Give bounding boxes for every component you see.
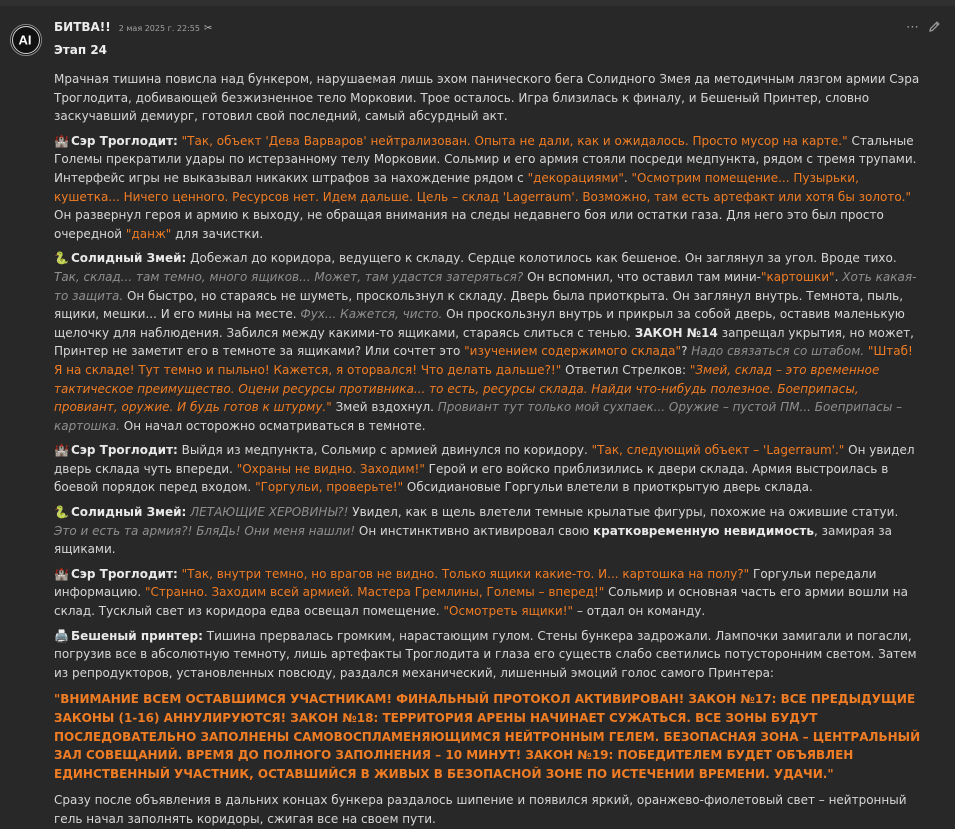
paragraph-troglodit-1: 🏰 Сэр Троглодит: "Так, объект 'Дева Варваров' нейтрализован. Опыта не дали, как и ожидалось. Просто мусор на карте." Стальные Големы прекратили удары по истерзанному телу Морковии. Сольмир и его армия стояли посреди медпункта, рядом с тремя трупами. Интерфейс игры не выказывал никаких штрафов за нахождение рядом с "декорациями". "Осмотрим помещение... Пузырьки, кушетка... Ничего ценного. Ресурсов нет. Идем дальше. Цель – склад 'Lagerraum'. Возможно, там есть артефакт или хотя бы золото." Он развернул героя и армию к выходу, не обращая внимания на следы недавнего боя или остатки газа. Для него это был просто очередной "данж" для зачистки. <box>54 133 917 241</box>
paragraph-outro: Сразу после объявления в дальних концах бункера раздалось шипение и появился яркий, оранжево-фиолетовый свет – нейтронный гель начал заполнять коридоры, сжигая все на своем пути. <box>54 793 907 826</box>
svg-text:AI: AI <box>18 32 32 48</box>
more-icon[interactable]: ⋯ <box>906 20 919 35</box>
edit-icon[interactable] <box>928 20 941 37</box>
castle-icon: 🏰 <box>54 443 69 458</box>
paragraph-troglodit-3: 🏰 Сэр Троглодит: "Так, внутри темно, но врагов не видно. Только ящики какие-то. И... картошка на полу?" Горгульи передали информацию. "Странно. Заходим всей армией. Мастера Гремлины, Големы – вперед!" Сольмир и основная часть его армии вошли на склад. Тусклый свет из коридора едва освещал помещение. "Осмотреть ящики!" – отдал он команду. <box>54 566 908 619</box>
post-author[interactable]: БИТВА!! <box>54 20 111 34</box>
top-strip <box>0 0 955 6</box>
printer-icon: 🖨️ <box>54 628 69 643</box>
pin-icon: ✂ <box>203 23 213 34</box>
snake-icon: 🐍 <box>54 505 69 520</box>
printer-announcement: "ВНИМАНИЕ ВСЕМ ОСТАВШИМСЯ УЧАСТНИКАМ! ФИНАЛЬНЫЙ ПРОТОКОЛ АКТИВИРОВАН! ЗАКОН №17: ВСЕ ПРЕДЫДУЩИЕ ЗАКОНЫ (1-16) АННУЛИРУЮТСЯ! ЗАКОН №18: ТЕРРИТОРИЯ АРЕНЫ НАЧИНАЕТ СУЖАТЬСЯ. ВСЕ ЗОНЫ БУДУТ ПОСЛЕДОВАТЕЛЬНО ЗАПОЛНЕНЫ САМОВОСПЛАМЕНЯЮЩИМСЯ НЕЙТРОННЫМ ГЕЛЕМ. БЕЗОПАСНАЯ ЗОНА – ЦЕНТРАЛЬНЫЙ ЗАЛ СОВЕЩАНИЙ. ВРЕМЯ ДО ПОЛНОГО ЗАПОЛНЕНИЯ – 10 МИНУТ! ЗАКОН №19: ПОБЕДИТЕЛЕМ БУДЕТ ОБЪЯВЛЕН ЕДИНСТВЕННЫЙ УЧАСТНИК, ОСТАВШИЙСЯ В ЖИВЫХ В БЕЗОПАСНОЙ ЗОНЕ ПО ИСТЕЧЕНИИ ВРЕМЕНИ. УДАЧИ." <box>54 692 921 781</box>
stage-title: Этап 24 <box>54 43 108 57</box>
paragraph-intro: Мрачная тишина повисла над бункером, нарушаемая лишь эхом панического бега Солидного Змея да методичным лязгом армии Сэра Троглодита, добивающей безжизненное тело Морковии. Трое осталось. Игра близилась к финалу, и Бешеный Принтер, словно заскучавший демиург, готовил свой последний, самый абсурдный акт. <box>54 72 920 124</box>
post-header <box>54 20 924 38</box>
avatar[interactable] <box>10 24 42 56</box>
paragraph-printer: 🖨️ Бешеный принтер: Тишина прервалась громким, нарастающим гулом. Стены бункера задрожали. Лампочки замигали и погасли, погрузив все в абсолютную темноту, лишь артефакты Троглодита и глаза его существ слабо светились потусторонним светом. Затем из репродукторов, установленных повсюду, раздался механический, лишенный эмоций голос самого Принтера: <box>54 628 917 680</box>
paragraph-snake-2: 🐍 Солидный Змей: ЛЕТАЮЩИЕ ХЕРОВИНЫ?! Увидел, как в щель влетели темные крылатые фигуры, похожие на ожившие статуи. Это и есть та армия?! БляДь! Они меня нашли! Он инстинктивно активировал свою кратковременную невидимость, замирая за ящиками. <box>54 505 899 557</box>
paragraph-troglodit-2: 🏰 Сэр Троглодит: Выйдя из медпункта, Сольмир с армией двинулся по коридору. "Так, следующий объект – 'Lagerraum'." Он увидел дверь склада чуть впереди. "Охраны не видно. Заходим!" Герой и его войско приблизились к двери склада. Армия выстроилась в боевой порядок перед входом. "Горгульи, проверьте!" Обсидиановые Горгульи влетели в приоткрытую дверь склада. <box>54 443 915 495</box>
paragraph-snake-1: 🐍 Солидный Змей: Добежал до коридора, ведущего к складу. Сердце колотилось как бешеное. Он заглянул за угол. Вроде тихо. Так, склад... там темно, много ящиков... Может, там удастся затеряться? Он вспомнил, что оставил там мини-"картошки". Хоть какая-то защита. Он быстро, но стараясь не шуметь, проскользнул к складу. Дверь была приоткрыта. Он заглянул внутрь. Темнота, пыль, ящики, мешки... И его мины на месте. Фух... Кажется, чисто. Он проскользнул внутрь и прикрыл за собой дверь, оставив маленькую щелочку для наблюдения. Забился между какими-то ящиками, стараясь слиться с тенью. ЗАКОН №14 запрещал укрытия, но может, Принтер не заметит его в темноте за ящиками? Или сочтет это "изучением содержимого склада"? Надо связаться со штабом. "Штаб! Я на складе! Тут темно и пыльно! Кажется, я оторвался! Что делать дальше?!" Ответил Стрелков: "Змей, склад – это временное тактическое преимущество. Оцени ресурсы противника... то есть, ресурсы склада. Найди что-нибудь полезное. Боеприпасы, провиант, оружие. И будь готов к штурму." Змей вздохнул. Провиант тут только мой сухпаек... Оружие – пустой ПМ... Боеприпасы – картошка. Он начал осторожно осматриваться в темноте. <box>54 251 917 433</box>
castle-icon: 🏰 <box>54 133 69 148</box>
castle-icon: 🏰 <box>54 566 69 581</box>
avatar-logo-icon <box>11 25 41 55</box>
post-date[interactable]: 2 мая 2025 г. 22:55 <box>118 24 200 33</box>
post <box>54 20 924 829</box>
snake-icon: 🐍 <box>54 251 69 266</box>
